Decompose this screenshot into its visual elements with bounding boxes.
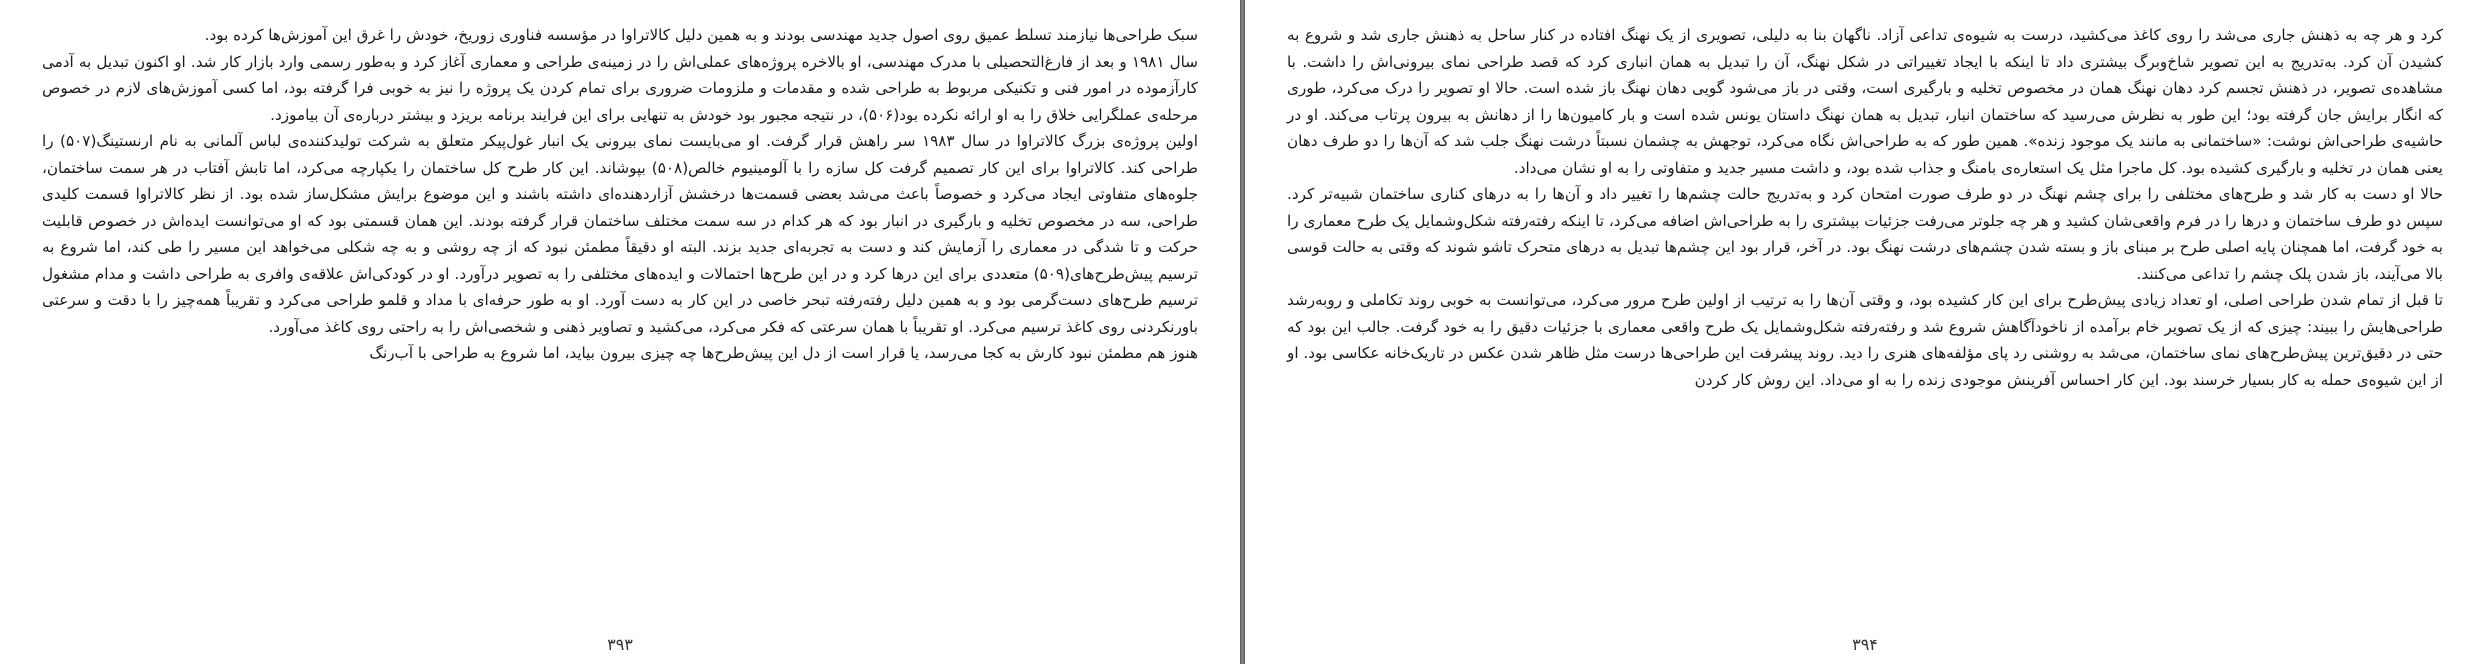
right-page-body <box>1287 22 2443 393</box>
right-paragraph-1: کرد و هر چه به ذهنش جاری می‌شد را روی کاغذ می‌کشید، درست به شیوه‌ی تداعی آزاد. ناگهان بنا به دلیلی، تصویری از یک نهنگ افتاده در کنار ساحل به ذهنش جاری شد و شروع به کشیدن آن کرد. به‌تدریج به این تصویر شاخ‌وبرگ بیشتری داد تا اینکه با ایجاد تغییراتی در شکل نهنگ، آن را تبدیل به همان انباری کرد که قصد طراحی نمای بیرونی‌اش را داشت. با مشاهده‌ی تصویر، در ذهنش تجسم کرد دهان نهنگ همان در مخصوص تخلیه و بارگیری است، وقتی در باز می‌شود گویی دهان نهنگ باز شده است. حالا او تصویر را درک می‌کرد، طوری که انگار برایش جان گرفته بود؛ این طور به نظرش می‌رسید که ساختمان انبار، تبدیل به همان نهنگ داستان یونس شده است و بار کامیون‌ها را از دهانش به بیرون پرتاب می‌کند. او در حاشیه‌ی طراحی‌اش نوشت: «ساختمانی به مانند یک موجود زنده». همین طور که به طراحی‌اش نگاه می‌کرد، توجهش به چشمان نسبتاً درشت نهنگ جلب شد که آن‌ها را دو طرف دهان یعنی همان در تخلیه و بارگیری کشیده بود. کل ماجرا مثل یک استعاره‌ی بامنگ و جذاب شده بود، و داشت مسیر جدید و متفاوتی را به او نشان می‌داد. <box>1287 26 2443 177</box>
right-page-number: ۳۹۴ <box>1852 635 1878 654</box>
left-page[interactable] <box>0 0 1240 664</box>
right-page[interactable] <box>1245 0 2485 664</box>
left-page-body <box>42 22 1198 367</box>
left-paragraph-4: هنوز هم مطمئن نبود کارش به کجا می‌رسد، یا قرار است از دل این پیش‌طرح‌ها چه چیزی بیرون بیاید، اما شروع به طراحی با آب‌رنگ <box>369 344 1198 362</box>
left-paragraph-2: سال ۱۹۸۱ و بعد از فارغ‌التحصیلی با مدرک مهندسی، او بالاخره پروژه‌های عملی‌اش را در زمینه‌ی طراحی و معماری آغاز کرد و به‌طور رسمی وارد بازار کار شد. او اکنون تبدیل به آدمی کارآزموده در امور فنی و تکنیکی مربوط به طراحی شده و مقدمات و ملزومات ضروری برای تمام کردن یک پروژه را نیز به خوبی فرا گرفته بود، اما کسی آموزش‌های لازم در خصوص مرحله‌ی عملگرایی خلاق را به او ارائه نکرده بود(۵۰۶)، در نتیجه مجبور بود خودش به تنهایی برای این فرایند برنامه بریزد و بیشتر درباره‌ی آن بیاموزد. <box>42 52 1198 124</box>
left-paragraph-3: اولین پروژه‌ی بزرگ کالاتراوا در سال ۱۹۸۳ سر راهش قرار گرفت. او می‌بایست نمای بیرونی یک انبار غول‌پیکر متعلق به شرکت تولیدکننده‌ی لباس آلمانی به نام ارنستینگ(۵۰۷) را طراحی کند. کالاتراوا برای این کار تصمیم گرفت کل سازه را با آلومینیوم خالص(۵۰۸) بپوشاند. این کار طرح کل ساختمان را یکپارچه می‌کرد، اما تابش آفتاب در هر سمت ساختمان، جلوه‌های متفاوتی ایجاد می‌کرد و خصوصاً باعث می‌شد بعضی قسمت‌ها درخشش آزاردهنده‌ای داشته باشند و این موضوع برایش مشکل‌ساز شده بود. از نظر کالاتراوا قسمت کلیدی طراحی، سه در مخصوص تخلیه و بارگیری در انبار بود که هر کدام در سه سمت مختلف ساختمان قرار گرفته بودند. این همان قسمتی بود که او می‌توانست ایده‌اش در خصوص قابلیت حرکت و تا شدگی در معماری را آزمایش کند و دست به تجربه‌ای جدید بزند. البته او دقیقاً مطمئن نبود که از چه روشی و به چه شکلی می‌خواهد این مسیر را طی کند، اما شروع به ترسیم پیش‌طرح‌های(۵۰۹) متعددی برای این درها کرد و در این طرح‌ها احتمالات و ایده‌های مختلفی را به تصویر درآورد. او در کودکی‌اش علاقه‌ی وافری به طراحی داشت و مدام مشغول ترسیم طرح‌های دست‌گرمی بود و به همین دلیل رفته‌رفته تبحر خاصی در این کار به دست آورد. او به طور حرفه‌ای با مداد و قلمو طراحی می‌کرد و تقریباً همه‌چیز را با دقت و سرعتی باورنکردنی روی کاغذ ترسیم می‌کرد. او تقریباً با همان سرعتی که فکر می‌کرد، می‌کشید و تصاویر ذهنی و شخصی‌اش را به راحتی روی کاغذ می‌آورد. <box>42 132 1198 336</box>
left-page-number: ۳۹۳ <box>607 635 633 654</box>
right-paragraph-3: تا قبل از تمام شدن طراحی اصلی، او تعداد زیادی پیش‌طرح برای این کار کشیده بود، و وقتی آن‌ها را به ترتیب از اولین طرح مرور می‌کرد، می‌توانست به خوبی روند تکاملی و روبه‌رشد طراحی‌هایش را ببیند: چیزی که از یک تصویر خام برآمده از ناخودآگاهش شروع شد و رفته‌رفته شکل‌وشمایل یک طرح واقعی معماری با جزئیات دقیق را به خود گرفت. جالب این بود که حتی در دقیق‌ترین پیش‌طرح‌های نمای ساختمان، می‌شد به روشنی رد پای مؤلفه‌های هنری را دید. روند پیشرفت این طراحی‌ها درست مثل ظاهر شدن عکس در تاریک‌خانه عکاسی بود. او از این شیوه‌ی حمله به کار بسیار خرسند بود. این کار احساس آفرینش موجودی زنده را به او می‌داد. این روش کار کردن <box>1287 291 2443 389</box>
right-paragraph-2: حالا او دست به کار شد و طرح‌های مختلفی را برای چشم نهنگ در دو طرف صورت امتحان کرد و به‌تدریج حالت چشم‌ها را تغییر داد و آن‌ها را به درهای کناری ساختمان شبیه‌تر کرد. سپس دو طرف ساختمان و درها را در فرم واقعی‌شان کشید و هر چه جلوتر می‌رفت جزئیات بیشتری را به طراحی‌اش اضافه می‌کرد، تا اینکه رفته‌رفته شکل‌وشمایل یک طرح معماری را به خود گرفت، اما همچنان پایه اصلی طرح بر مبنای باز و بسته شدن چشم‌های درشت نهنگ بود. در آخر، قرار بود این چشم‌ها تبدیل به درهای متحرک تاشو شوند که وقتی به حالت قوسی بالا می‌آیند، باز شدن پلک چشم را تداعی می‌کنند. <box>1287 185 2443 283</box>
left-paragraph-1: سبک طراحی‌ها نیازمند تسلط عمیق روی اصول جدید مهندسی بودند و به همین دلیل کالاتراوا در مؤسسه فناوری زوریخ، خودش را غرق این آموزش‌ها کرده بود. <box>204 26 1198 44</box>
